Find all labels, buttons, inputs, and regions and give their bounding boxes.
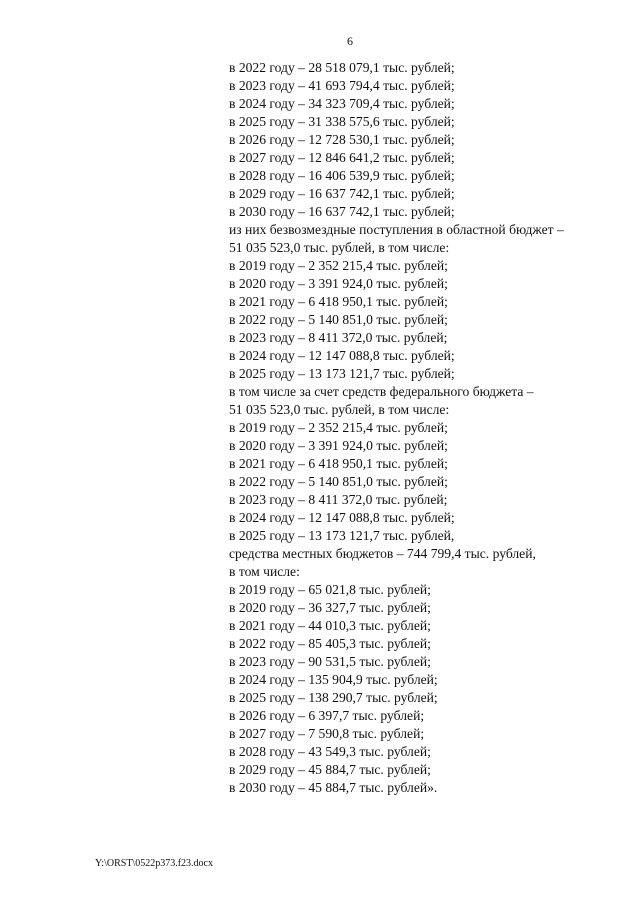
list-item: в 2025 году – 138 290,7 тыс. рублей; (229, 690, 438, 705)
list-item: в 2029 году – 16 637 742,1 тыс. рублей; (229, 186, 455, 201)
list-item: в 2022 году – 85 405,3 тыс. рублей; (229, 636, 431, 651)
list-item: в 2020 году – 36 327,7 тыс. рублей; (229, 600, 431, 615)
list-item: в 2029 году – 45 884,7 тыс. рублей; (229, 762, 431, 777)
list-item: в 2023 году – 8 411 372,0 тыс. рублей; (229, 492, 448, 507)
federal-budget-heading: в том числе за счет средств федерального бюджета – (229, 384, 534, 399)
list-item: в 2026 году – 6 397,7 тыс. рублей; (229, 708, 425, 723)
list-item: в 2025 году – 13 173 121,7 тыс. рублей; (229, 366, 455, 381)
list-item: в 2030 году – 16 637 742,1 тыс. рублей; (229, 204, 455, 219)
list-item: в 2024 году – 12 147 088,8 тыс. рублей; (229, 510, 455, 525)
list-item: в 2026 году – 12 728 530,1 тыс. рублей; (229, 132, 455, 147)
list-item: в 2019 году – 2 352 215,4 тыс. рублей; (229, 420, 448, 435)
list-item: в 2021 году – 6 418 950,1 тыс. рублей; (229, 294, 448, 309)
total-by-year-list (229, 59, 607, 221)
list-item: в 2020 году – 3 391 924,0 тыс. рублей; (229, 276, 448, 291)
regional-budget-heading: из них безвозмездные поступления в областной бюджет – (229, 222, 564, 237)
regional-budget-total: 51 035 523,0 тыс. рублей, в том числе: (229, 240, 450, 255)
document-body (229, 59, 607, 797)
local-budget-heading: средства местных бюджетов – 744 799,4 тыс. рублей, (229, 546, 536, 561)
page-number: 6 (347, 34, 353, 48)
list-item: в 2028 году – 43 549,3 тыс. рублей; (229, 744, 431, 759)
local-budget-subheading: в том числе: (229, 564, 300, 579)
list-item: в 2023 году – 41 693 794,4 тыс. рублей; (229, 78, 455, 93)
list-item: в 2024 году – 34 323 709,4 тыс. рублей; (229, 96, 455, 111)
footer-file-path: Y:\ORST\0522p373.f23.docx (95, 858, 213, 869)
list-item: в 2022 году – 5 140 851,0 тыс. рублей; (229, 312, 448, 327)
list-item: в 2027 году – 7 590,8 тыс. рублей; (229, 726, 425, 741)
federal-budget-list (229, 419, 607, 545)
list-item: в 2025 году – 31 338 575,6 тыс. рублей; (229, 114, 455, 129)
list-item: в 2020 году – 3 391 924,0 тыс. рублей; (229, 438, 448, 453)
federal-budget-total: 51 035 523,0 тыс. рублей, в том числе: (229, 402, 450, 417)
local-budget-list (229, 581, 607, 797)
list-item: в 2024 году – 135 904,9 тыс. рублей; (229, 672, 438, 687)
list-item: в 2021 году – 44 010,3 тыс. рублей; (229, 618, 431, 633)
list-item: в 2023 году – 90 531,5 тыс. рублей; (229, 654, 431, 669)
list-item: в 2025 году – 13 173 121,7 тыс. рублей, (229, 528, 455, 543)
list-item: в 2022 году – 5 140 851,0 тыс. рублей; (229, 474, 448, 489)
list-item: в 2024 году – 12 147 088,8 тыс. рублей; (229, 348, 455, 363)
regional-budget-list (229, 257, 607, 383)
list-item: в 2022 году – 28 518 079,1 тыс. рублей; (229, 60, 455, 75)
list-item: в 2023 году – 8 411 372,0 тыс. рублей; (229, 330, 448, 345)
list-item: в 2021 году – 6 418 950,1 тыс. рублей; (229, 456, 448, 471)
list-item: в 2019 году – 2 352 215,4 тыс. рублей; (229, 258, 448, 273)
list-item: в 2027 году – 12 846 641,2 тыс. рублей; (229, 150, 455, 165)
list-item: в 2028 году – 16 406 539,9 тыс. рублей; (229, 168, 455, 183)
list-item: в 2019 году – 65 021,8 тыс. рублей; (229, 582, 431, 597)
list-item: в 2030 году – 45 884,7 тыс. рублей». (229, 780, 438, 795)
